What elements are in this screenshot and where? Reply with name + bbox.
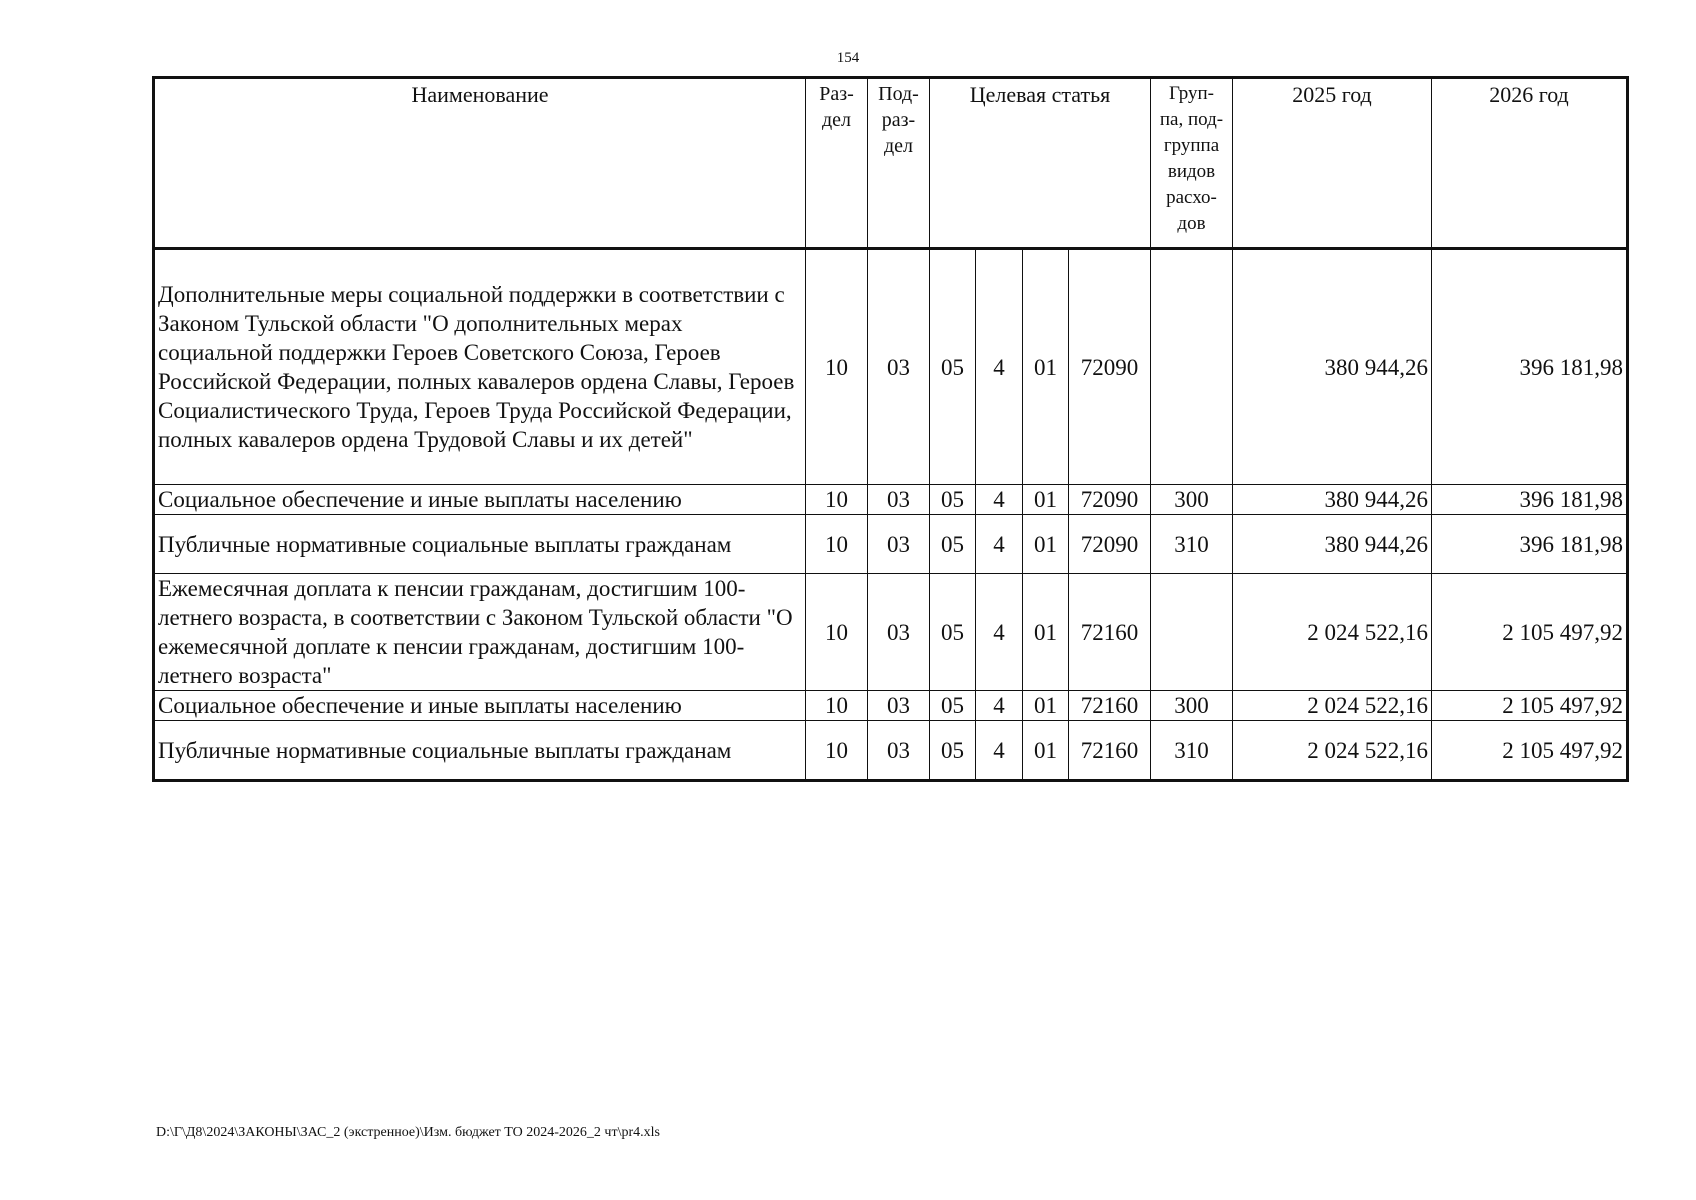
row-target-1: 05	[930, 721, 976, 781]
row-target-4: 72160	[1069, 721, 1151, 781]
row-amount-2025: 2 024 522,16	[1233, 691, 1432, 721]
row-amount-2026: 396 181,98	[1432, 249, 1628, 485]
budget-table	[152, 76, 1629, 782]
row-target-2: 4	[976, 249, 1023, 485]
table-row	[154, 485, 1628, 515]
row-section: 10	[806, 691, 868, 721]
row-target-3: 01	[1023, 515, 1069, 574]
row-target-1: 05	[930, 515, 976, 574]
row-target-3: 01	[1023, 574, 1069, 691]
row-expense-group	[1151, 249, 1233, 485]
row-target-1: 05	[930, 485, 976, 515]
header-subsection: Под- раз- дел	[868, 78, 930, 249]
row-section: 10	[806, 515, 868, 574]
row-amount-2026: 396 181,98	[1432, 485, 1628, 515]
row-amount-2026: 396 181,98	[1432, 515, 1628, 574]
table-row	[154, 691, 1628, 721]
table-row	[154, 721, 1628, 781]
row-target-2: 4	[976, 691, 1023, 721]
row-target-3: 01	[1023, 721, 1069, 781]
row-target-3: 01	[1023, 691, 1069, 721]
row-name: Ежемесячная доплата к пенсии гражданам, достигшим 100-летнего возраста, в соответствии с Законом Тульской области "О ежемесячной доплате к пенсии гражданам, достигшим 100-летнего возраста"	[154, 574, 806, 691]
row-name: Дополнительные меры социальной поддержки в соответствии с Законом Тульской области "О дополнительных мерах социальной поддержки Героев Советского Союза, Героев Российской Федерации, полных кавалеров ордена Славы, Героев Социалистического Труда, Героев Труда Российской Федерации, полных кавалеров ордена Трудовой Славы и их детей"	[154, 249, 806, 485]
row-expense-group: 300	[1151, 485, 1233, 515]
row-expense-group: 300	[1151, 691, 1233, 721]
row-name: Публичные нормативные социальные выплаты гражданам	[154, 515, 806, 574]
row-target-2: 4	[976, 485, 1023, 515]
header-expense-group: Груп- па, под- группа видов расхо- дов	[1151, 78, 1233, 249]
header-year-2025: 2025 год	[1233, 78, 1432, 249]
header-name: Наименование	[154, 78, 806, 249]
row-expense-group: 310	[1151, 515, 1233, 574]
row-amount-2025: 2 024 522,16	[1233, 574, 1432, 691]
row-subsection: 03	[868, 515, 930, 574]
row-target-4: 72160	[1069, 691, 1151, 721]
table-row	[154, 249, 1628, 485]
row-expense-group: 310	[1151, 721, 1233, 781]
row-name: Социальное обеспечение и иные выплаты населению	[154, 485, 806, 515]
row-amount-2026: 2 105 497,92	[1432, 574, 1628, 691]
row-amount-2025: 380 944,26	[1233, 249, 1432, 485]
table-row	[154, 515, 1628, 574]
row-target-2: 4	[976, 515, 1023, 574]
file-path: D:\Г\Д8\2024\ЗАКОНЫ\ЗАС_2 (экстренное)\Изм. бюджет ТО 2024-2026_2 чт\pr4.xls	[156, 1125, 660, 1140]
row-subsection: 03	[868, 574, 930, 691]
row-amount-2025: 380 944,26	[1233, 515, 1432, 574]
header-row	[154, 78, 1628, 249]
row-section: 10	[806, 249, 868, 485]
row-target-1: 05	[930, 249, 976, 485]
row-target-4: 72090	[1069, 515, 1151, 574]
page-number: 154	[836, 50, 860, 66]
row-target-2: 4	[976, 721, 1023, 781]
row-section: 10	[806, 721, 868, 781]
row-section: 10	[806, 485, 868, 515]
header-year-2026: 2026 год	[1432, 78, 1628, 249]
header-section: Раз- дел	[806, 78, 868, 249]
row-expense-group	[1151, 574, 1233, 691]
row-name: Публичные нормативные социальные выплаты гражданам	[154, 721, 806, 781]
row-target-1: 05	[930, 574, 976, 691]
row-amount-2026: 2 105 497,92	[1432, 691, 1628, 721]
header-target-article: Целевая статья	[930, 78, 1151, 249]
row-target-4: 72090	[1069, 249, 1151, 485]
row-target-4: 72160	[1069, 574, 1151, 691]
row-subsection: 03	[868, 249, 930, 485]
row-subsection: 03	[868, 691, 930, 721]
row-amount-2025: 2 024 522,16	[1233, 721, 1432, 781]
table-row	[154, 574, 1628, 691]
row-target-2: 4	[976, 574, 1023, 691]
row-subsection: 03	[868, 721, 930, 781]
row-name: Социальное обеспечение и иные выплаты населению	[154, 691, 806, 721]
row-section: 10	[806, 574, 868, 691]
row-target-3: 01	[1023, 249, 1069, 485]
row-subsection: 03	[868, 485, 930, 515]
row-target-4: 72090	[1069, 485, 1151, 515]
row-amount-2025: 380 944,26	[1233, 485, 1432, 515]
row-amount-2026: 2 105 497,92	[1432, 721, 1628, 781]
row-target-1: 05	[930, 691, 976, 721]
row-target-3: 01	[1023, 485, 1069, 515]
